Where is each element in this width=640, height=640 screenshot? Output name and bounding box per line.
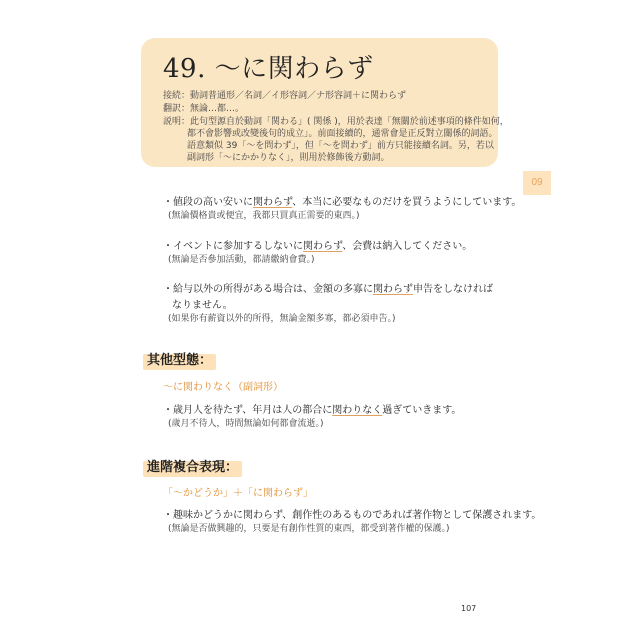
example-3-pre: ・給与以外の所得がある場合は、金額の多寡に bbox=[163, 284, 373, 295]
example-2-highlight: 関わらず bbox=[303, 241, 343, 252]
other-forms-example-highlight: 関わりなく bbox=[332, 405, 383, 416]
example-translation-3: (如果你有薪資以外的所得，無論金額多寡，都必須申告。) bbox=[168, 314, 396, 324]
other-forms-example-post: 過ぎていきます。 bbox=[382, 405, 462, 416]
explanation-line-4: 副詞形「～にかかりなく」，則用於修飾後方動詞。 bbox=[187, 153, 390, 163]
example-sentence-3-line-2: なりません。 bbox=[172, 300, 233, 311]
advanced-translation: (無論是否做興趣的，只要是有創作性質的東西，都受到著作權的保護。) bbox=[168, 524, 450, 534]
chapter-tab: 09 bbox=[523, 171, 551, 195]
example-1-post: 、本当に必要なものだけを買うようにしています。 bbox=[292, 197, 522, 208]
example-translation-1: (無論價格貴或便宜，我都只買真正需要的東西。) bbox=[168, 211, 360, 221]
advanced-example: ・趣味かどうかに関わらず、創作性のあるものであれば著作物として保護されます。 bbox=[163, 510, 542, 521]
advanced-heading: 進階複合表現： bbox=[143, 456, 242, 475]
example-3-post: 申告をしなければ bbox=[413, 284, 493, 295]
other-forms-example-pre: ・歳月人を待たず、年月は人の都合に bbox=[163, 405, 333, 416]
advanced-pattern: 「～かどうか」＋「に関わらず」 bbox=[163, 488, 313, 499]
grammar-title: 49. ～に関わらず bbox=[163, 54, 374, 84]
example-sentence-1 bbox=[163, 193, 521, 208]
example-sentence-3 bbox=[163, 280, 493, 295]
explanation-line-2: 都不會影響或改變後句的成立」。前面接續的，通常會是正反對立關係的詞語。 bbox=[187, 129, 498, 139]
other-forms-translation: (歲月不待人，時間無論如何都會流逝。) bbox=[168, 419, 324, 429]
other-forms-pattern: ～に関わりなく（副詞形） bbox=[163, 382, 283, 393]
translation-line: 翻訳：無論…都…。 bbox=[163, 104, 245, 114]
example-2-post: 、会費は納入してください。 bbox=[342, 241, 473, 252]
example-translation-2: (無論是否參加活動，都請繳納會費。) bbox=[168, 255, 315, 265]
other-forms-example bbox=[163, 401, 461, 416]
other-forms-heading: 其他型態： bbox=[143, 349, 216, 368]
example-1-pre: ・値段の高い安いに bbox=[163, 197, 253, 208]
page-number: 107 bbox=[461, 604, 477, 613]
explanation-line-1: 説明：此句型源自於動詞「関わる」( 関係 )，用於表達「無關於前述事項的條件如何， bbox=[163, 117, 509, 127]
explanation-line-3: 語意類似 39「～を問わず」，但「～を問わず」前方只能接續名詞。另，若以 bbox=[187, 141, 494, 151]
connection-line: 接続：動詞普通形／名詞／イ形容詞／ナ形容詞＋に関わらず bbox=[163, 91, 407, 101]
example-3-highlight: 関わらず bbox=[373, 284, 413, 295]
example-1-highlight: 関わらず bbox=[253, 197, 293, 208]
example-sentence-2 bbox=[163, 237, 472, 252]
example-2-pre: ・イベントに参加するしないに bbox=[163, 241, 303, 252]
